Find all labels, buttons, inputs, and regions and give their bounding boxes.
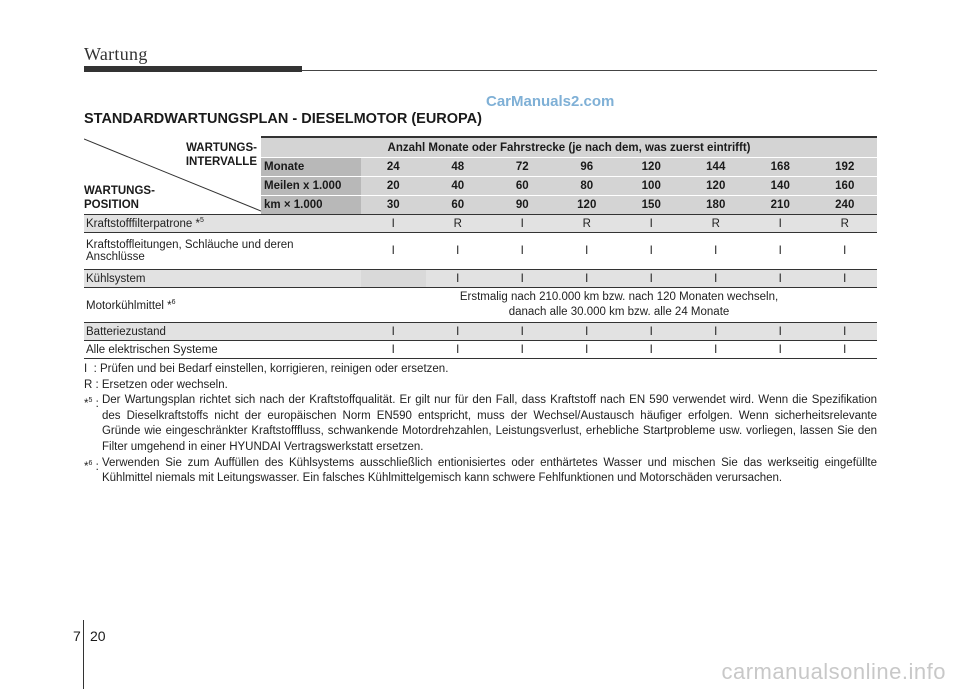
table-row (84, 341, 877, 359)
cell-value: I (813, 233, 878, 270)
cell-value: I (555, 323, 620, 341)
interval-value: 72 (490, 158, 555, 177)
corner-bottom-line2: POSITION (84, 199, 139, 211)
table-row (84, 215, 877, 233)
interval-value: 150 (619, 196, 684, 215)
note-text: Prüfen und bei Bedarf einstellen, korrigieren, reinigen oder ersetzen. (99, 363, 449, 375)
cell-value: I (748, 341, 813, 359)
cell-value: I (813, 270, 878, 288)
cell-value: I (426, 323, 491, 341)
cell-value: I (748, 323, 813, 341)
interval-value: 30 (361, 196, 426, 215)
cell-value: I (748, 270, 813, 288)
cell-value: I (684, 270, 749, 288)
cell-value: I (684, 233, 749, 270)
corner-top-line2: INTERVALLE (185, 156, 257, 168)
header-bar (84, 66, 302, 72)
cell-value: R (426, 215, 491, 233)
page-number-divider (83, 620, 84, 689)
merged-line: Erstmalig nach 210.000 km bzw. nach 120 Monaten wechseln, (459, 291, 779, 303)
note-replace (84, 378, 877, 394)
cell-value (361, 270, 426, 288)
cell-value: I (684, 341, 749, 359)
table-corner-header (84, 137, 261, 215)
note-key: *$^5$ : (84, 397, 102, 411)
row-label: Alle elektrischen Systeme (84, 341, 361, 359)
span-header: Anzahl Monate oder Fahrstrecke (je nach dem, was zuerst eintrifft) (261, 137, 877, 158)
footnote-marker: 6 (171, 298, 176, 306)
cell-value: I (361, 215, 426, 233)
interval-value: 100 (619, 177, 684, 196)
interval-value: 60 (490, 177, 555, 196)
corner-bottom-line1: WARTUNGS- (84, 185, 155, 197)
note-key: *$^6$ : (84, 459, 102, 473)
interval-value: 210 (748, 196, 813, 215)
cell-value: I (619, 233, 684, 270)
cell-value: I (555, 270, 620, 288)
section-title: Wartung (84, 44, 148, 64)
interval-value: 60 (426, 196, 491, 215)
interval-value: 24 (361, 158, 426, 177)
cell-value: I (813, 323, 878, 341)
cell-value: I (426, 233, 491, 270)
cell-value: I (619, 270, 684, 288)
cell-value: I (748, 215, 813, 233)
merged-line: danach alle 30.000 km bzw. alle 24 Monate (508, 306, 730, 318)
note-footnote-5 (84, 393, 877, 455)
interval-value: 80 (555, 177, 620, 196)
cell-value: I (490, 341, 555, 359)
interval-value: 160 (813, 177, 878, 196)
table-row (84, 270, 877, 288)
footnote-marker: 5 (200, 217, 204, 225)
cell-value: R (555, 215, 620, 233)
row-label: Motorkühlmittel *$^6$ (84, 288, 361, 323)
cell-value: I (748, 233, 813, 270)
interval-value: 192 (813, 158, 878, 177)
interval-label: Meilen x 1.000 (261, 177, 361, 196)
note-key: R : (84, 378, 102, 391)
watermark-top: CarManuals2.com (486, 93, 615, 110)
row-label: Kühlsystem (84, 270, 361, 288)
interval-value: 120 (684, 177, 749, 196)
cell-value: I (490, 215, 555, 233)
note-footnote-6 (84, 456, 877, 487)
cell-value: I (490, 233, 555, 270)
interval-value: 96 (555, 158, 620, 177)
interval-value: 168 (748, 158, 813, 177)
cell-value: I (555, 233, 620, 270)
maintenance-table (84, 136, 877, 359)
interval-value: 180 (684, 196, 749, 215)
note-sup: 6 (88, 459, 93, 467)
table-row (84, 233, 877, 270)
note-sup: 5 (88, 397, 93, 405)
merged-instruction (361, 288, 877, 323)
cell-value: I (361, 233, 426, 270)
note-text: Der Wartungsplan richtet sich nach der Kraftstoffqualität. Er gilt nur für den Fall, dass Kraftstoff nach EN 590 verwendet wird. Wenn die Spezifikation des Dieselkraftstoffs nicht der europäischen Norm EN590 entspricht, muss der Wechsel/Austausch häufiger erfolgen. Wenn sicherheitsrelevante Gründe wie eingeschränkter Kraftstofffluss, schwankende Motordrehzahlen, Leistungsverlust, erhebliche Startprobleme usw. vorliegen, lassen Sie den Filter umgehend in einer HYUNDAI Vertragswerkstatt ersetzen. (101, 394, 877, 453)
cell-value: I (361, 323, 426, 341)
interval-value: 120 (619, 158, 684, 177)
cell-value: I (490, 323, 555, 341)
cell-value: I (426, 341, 491, 359)
cell-value: I (426, 270, 491, 288)
header-divider (302, 70, 877, 71)
page-title: STANDARDWARTUNGSPLAN - DIESELMOTOR (EUROPA) (84, 111, 482, 127)
corner-label-position (84, 184, 155, 212)
interval-value: 140 (748, 177, 813, 196)
table-row (84, 288, 877, 323)
watermark-bottom: carmanualsonline.info (721, 659, 946, 684)
note-text: Verwenden Sie zum Auffüllen des Kühlsystems ausschließlich entionisiertes oder enthärtetes Wasser und mischen Sie das werkseitig eingefüllte Kühlmittel niemals mit Leitungswasser. Ein falsches Kühlmittelgemisch kann schwere Fehlfunktionen und Motorschäden verursachen. (101, 456, 877, 485)
cell-value: I (490, 270, 555, 288)
cell-value: I (684, 323, 749, 341)
corner-label-intervals (186, 141, 257, 169)
cell-value: R (813, 215, 878, 233)
row-label: Kraftstofffilterpatrone *$^5$ (84, 215, 361, 233)
corner-top-line1: WARTUNGS- (186, 142, 257, 154)
note-inspect (84, 362, 877, 378)
page-number: 20 (90, 628, 106, 644)
table-row (84, 323, 877, 341)
cell-value: I (555, 341, 620, 359)
interval-value: 40 (426, 177, 491, 196)
row-label: Kraftstoffleitungen, Schläuche und deren Anschlüsse (84, 233, 361, 270)
interval-value: 90 (490, 196, 555, 215)
interval-value: 20 (361, 177, 426, 196)
cell-value: I (619, 323, 684, 341)
interval-value: 48 (426, 158, 491, 177)
interval-value: 144 (684, 158, 749, 177)
cell-value: I (361, 341, 426, 359)
cell-value: I (619, 215, 684, 233)
interval-label: Monate (261, 158, 361, 177)
cell-value: I (813, 341, 878, 359)
cell-value: R (684, 215, 749, 233)
chapter-number: 7 (73, 628, 81, 644)
interval-value: 120 (555, 196, 620, 215)
interval-value: 240 (813, 196, 878, 215)
cell-value: I (619, 341, 684, 359)
note-key: I : (84, 363, 100, 375)
row-label: Batteriezustand (84, 323, 361, 341)
footnotes (84, 362, 877, 487)
interval-label: km × 1.000 (261, 196, 361, 215)
note-text: Ersetzen oder wechseln. (101, 378, 228, 391)
